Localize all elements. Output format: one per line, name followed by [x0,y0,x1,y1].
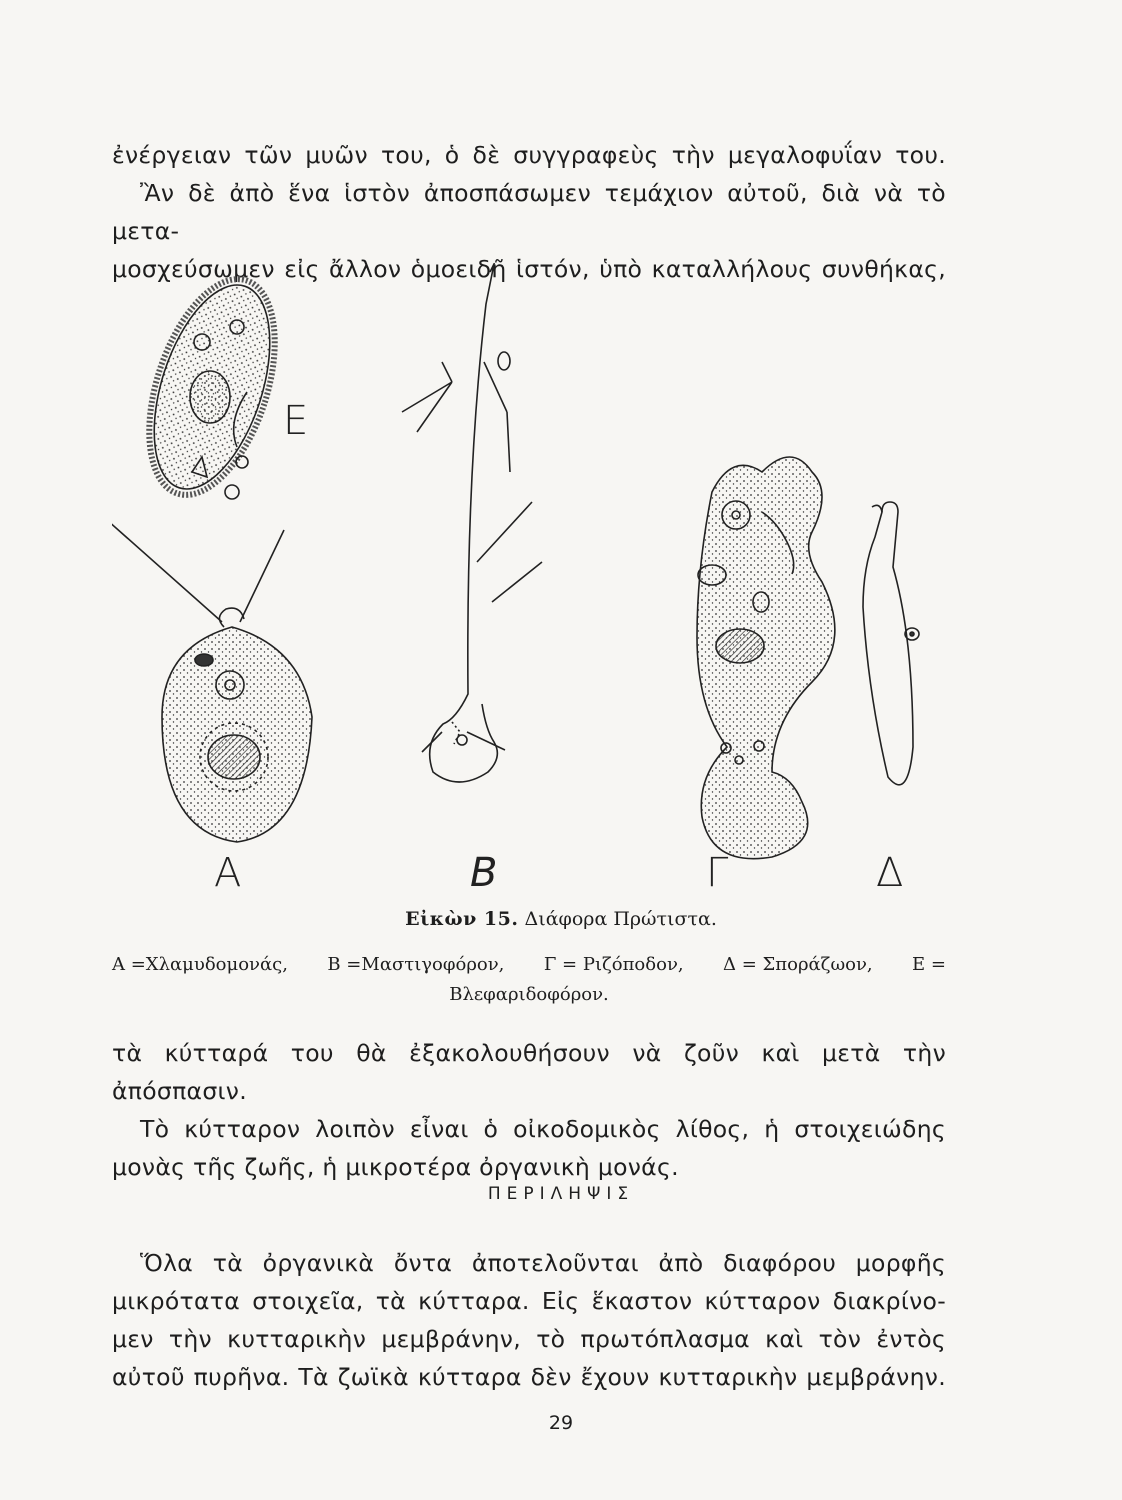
text-line: Τὸ κύτταρον λοιπὸν εἶναι ὁ οἰκοδομικὸς λίθος, ἡ στοιχειώδης [140,1115,946,1143]
summary-heading: ΠΕΡΙΛΗΨΙΣ [487,1184,635,1204]
text-line: μονὰς τῆς ζωῆς, ἡ μικροτέρα ὀργανικὴ μονάς. [112,1153,679,1181]
mastigophore-drawing [402,264,542,782]
figure-caption [0,908,1122,930]
figure-label-b: Β [470,850,498,896]
legend-item-b: Β =Μαστιγοφόρον, [327,954,505,975]
text-line: μικρότατα στοιχεῖα, τὰ κύτταρα. Εἰς ἕκαστον κύτταρον διακρίνο- [112,1287,946,1315]
figure-label-d: Δ [876,850,904,896]
sporozoan-drawing [863,502,919,785]
text-line: Ὅλα τὰ ὀργανικὰ ὄντα ἀποτελοῦνται ἀπὸ διαφόρου μορφῆς [140,1249,946,1277]
legend-item-a: Α =Χλαμυδομονάς, [112,954,288,975]
legend-continuation: Βλεφαριδοφόρον. [449,984,609,1005]
figure-label-e: Ε [283,398,309,444]
text-line: ἐνέργειαν τῶν μυῶν του, ὁ δὲ συγγραφεὺς τὴν μεγαλοφυΐαν του. [112,141,946,169]
amoeba-drawing [697,457,835,859]
paragraph-cell-unit [112,1034,946,1186]
legend-item-d: Δ = Σποράζωον, [723,954,873,975]
paragraph-summary [112,1244,946,1396]
legend-row [112,950,946,980]
figure-legend [112,950,946,1010]
caption-title: Εἰκὼν 15. [405,908,519,930]
text-line: Ἂν δὲ ἀπὸ ἕνα ἱστὸν ἀποσπάσωμεν τεμάχιον αὐτοῦ, διὰ νὰ τὸ μετα- [112,179,946,245]
chlamydomonas-drawing [112,520,312,842]
legend-item-g: Γ = Ριζόποδον, [543,954,684,975]
page-number: 29 [548,1412,574,1434]
text-line: τὰ κύτταρά του θὰ ἐξακολουθήσουν νὰ ζοῦν καὶ μετὰ τὴν ἀπόσπασιν. [112,1039,946,1105]
ciliate-drawing [125,263,299,510]
protista-figure [112,262,952,902]
caption-subtitle: Διάφορα Πρώτιστα. [524,908,717,930]
text-line: αὐτοῦ πυρῆνα. Τὰ ζωϊκὰ κύτταρα δὲν ἔχουν κυτταρικὴν μεμβράνην. [112,1363,946,1391]
text-line: μοσχεύσωμεν εἰς ἄλλον ὁμοειδῆ ἱστόν, ὑπὸ καταλλήλους συνθήκας, [112,255,946,283]
legend-item-e: Ε = [912,954,946,975]
figure-label-a: Α [214,850,242,896]
figure-label-g: Γ [706,850,729,896]
text-line: μεν τὴν κυτταρικὴν μεμβράνην, τὸ πρωτόπλασμα καὶ τὸν ἐντὸς [112,1325,946,1353]
